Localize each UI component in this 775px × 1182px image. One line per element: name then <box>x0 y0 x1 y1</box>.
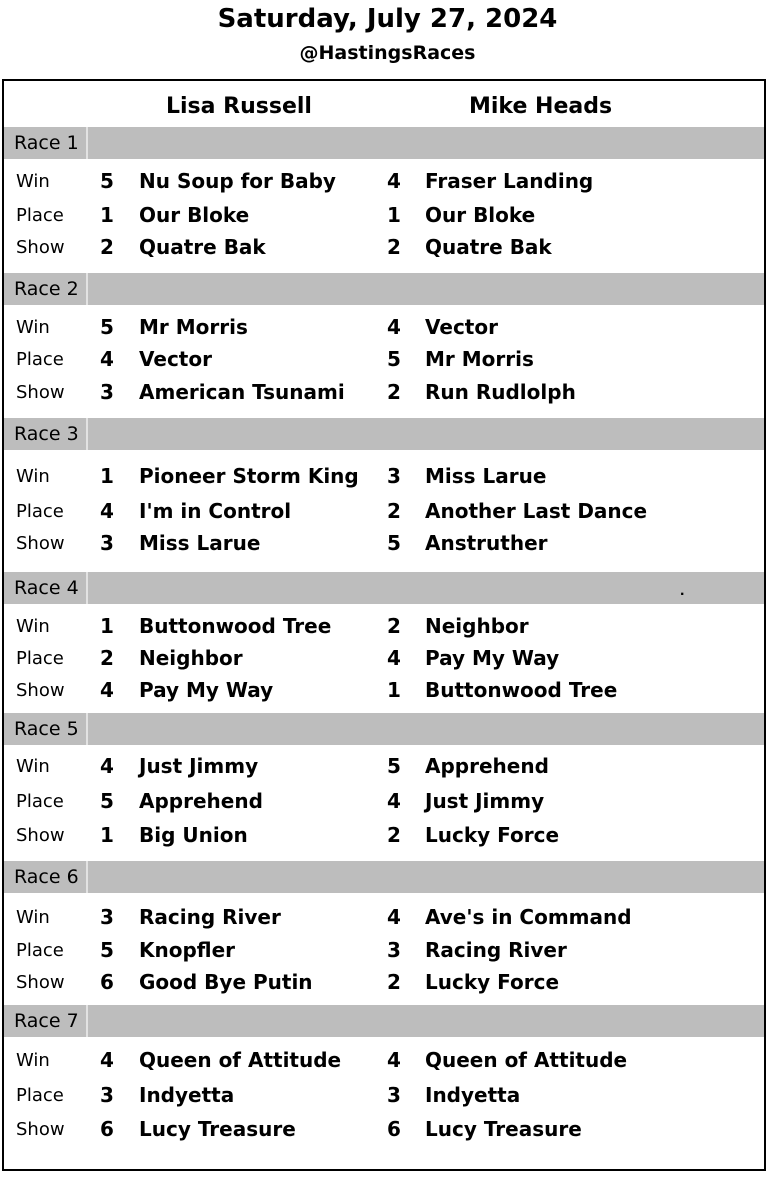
lisa-horse-name: Miss Larue <box>139 531 261 555</box>
finish-position: Show <box>16 237 65 258</box>
mike-horse-number: 6 <box>387 1117 401 1141</box>
table-row <box>4 495 764 525</box>
handicapper-name-mike: Mike Heads <box>469 94 613 119</box>
lisa-horse-name: I'm in Control <box>139 499 292 523</box>
finish-position: Win <box>16 466 50 487</box>
lisa-horse-name: Good Bye Putin <box>139 970 313 994</box>
mike-horse-name: Queen of Attitude <box>425 1048 628 1072</box>
mike-horse-number: 3 <box>387 938 401 962</box>
mike-horse-name: Lucky Force <box>425 823 560 847</box>
finish-position: Win <box>16 756 50 777</box>
mike-horse-number: 4 <box>387 905 401 929</box>
lisa-horse-name: Queen of Attitude <box>139 1048 342 1072</box>
lisa-horse-number: 4 <box>100 678 114 702</box>
race-label: Race 1 <box>4 127 88 159</box>
lisa-horse-number: 4 <box>100 754 114 778</box>
finish-position: Place <box>16 349 64 370</box>
lisa-horse-name: Apprehend <box>139 789 263 813</box>
race-header-bar <box>4 273 764 305</box>
mike-horse-name: Lucky Force <box>425 970 560 994</box>
mike-horse-number: 4 <box>387 1048 401 1072</box>
mike-horse-name: Just Jimmy <box>425 789 545 813</box>
lisa-horse-number: 1 <box>100 464 114 488</box>
table-row <box>4 934 764 964</box>
finish-position: Show <box>16 680 65 701</box>
mike-horse-name: Quatre Bak <box>425 235 552 259</box>
lisa-horse-number: 3 <box>100 531 114 555</box>
table-row <box>4 750 764 780</box>
mike-horse-name: Vector <box>425 315 498 339</box>
race-section <box>4 572 764 712</box>
mike-horse-name: Buttonwood Tree <box>425 678 618 702</box>
table-row <box>4 674 764 704</box>
race-section <box>4 127 764 267</box>
lisa-horse-number: 5 <box>100 938 114 962</box>
finish-position: Win <box>16 171 50 192</box>
mike-horse-name: Indyetta <box>425 1083 521 1107</box>
lisa-horse-number: 1 <box>100 823 114 847</box>
table-row <box>4 819 764 849</box>
mike-horse-name: Neighbor <box>425 614 529 638</box>
race-label: Race 7 <box>4 1005 88 1037</box>
table-row <box>4 165 764 195</box>
mike-horse-name: Lucy Treasure <box>425 1117 582 1141</box>
lisa-horse-number: 1 <box>100 614 114 638</box>
lisa-horse-name: Lucy Treasure <box>139 1117 296 1141</box>
race-header-bar <box>4 127 764 159</box>
finish-position: Place <box>16 791 64 812</box>
finish-position: Show <box>16 972 65 993</box>
finish-position: Place <box>16 648 64 669</box>
race-header-bar <box>4 713 764 745</box>
mike-horse-name: Mr Morris <box>425 347 534 371</box>
mike-horse-number: 2 <box>387 970 401 994</box>
page-subtitle: @HastingsRaces <box>299 42 476 64</box>
lisa-horse-name: Pay My Way <box>139 678 274 702</box>
mike-horse-number: 2 <box>387 235 401 259</box>
finish-position: Win <box>16 907 50 928</box>
mike-horse-number: 3 <box>387 1083 401 1107</box>
table-row <box>4 610 764 640</box>
mike-horse-name: Ave's in Command <box>425 905 632 929</box>
lisa-horse-number: 5 <box>100 169 114 193</box>
finish-position: Win <box>16 317 50 338</box>
picks-table <box>2 79 766 1171</box>
finish-position: Place <box>16 501 64 522</box>
race-header-bar <box>4 572 764 604</box>
race-label: Race 5 <box>4 713 88 745</box>
table-row <box>4 311 764 341</box>
race-note: . <box>680 582 685 599</box>
lisa-horse-number: 5 <box>100 315 114 339</box>
table-row <box>4 343 764 373</box>
lisa-horse-number: 3 <box>100 905 114 929</box>
finish-position: Place <box>16 1085 64 1106</box>
lisa-horse-name: Neighbor <box>139 646 243 670</box>
lisa-horse-name: Our Bloke <box>139 203 250 227</box>
lisa-horse-name: Mr Morris <box>139 315 248 339</box>
lisa-horse-number: 3 <box>100 380 114 404</box>
lisa-horse-name: Quatre Bak <box>139 235 266 259</box>
mike-horse-name: Anstruther <box>425 531 548 555</box>
finish-position: Place <box>16 940 64 961</box>
table-row <box>4 1044 764 1074</box>
race-section <box>4 273 764 413</box>
finish-position: Place <box>16 205 64 226</box>
table-row <box>4 966 764 996</box>
lisa-horse-number: 4 <box>100 1048 114 1072</box>
finish-position: Show <box>16 533 65 554</box>
mike-horse-number: 2 <box>387 614 401 638</box>
lisa-horse-number: 3 <box>100 1083 114 1107</box>
table-row <box>4 1079 764 1109</box>
table-row <box>4 199 764 229</box>
table-row <box>4 901 764 931</box>
mike-horse-number: 4 <box>387 789 401 813</box>
lisa-horse-name: Just Jimmy <box>139 754 259 778</box>
mike-horse-name: Pay My Way <box>425 646 560 670</box>
finish-position: Win <box>16 1050 50 1071</box>
race-section <box>4 713 764 853</box>
race-section <box>4 861 764 1001</box>
mike-horse-number: 3 <box>387 464 401 488</box>
table-row <box>4 231 764 261</box>
mike-horse-number: 5 <box>387 531 401 555</box>
finish-position: Show <box>16 825 65 846</box>
finish-position: Show <box>16 1119 65 1140</box>
lisa-horse-number: 6 <box>100 970 114 994</box>
lisa-horse-number: 4 <box>100 499 114 523</box>
race-header-bar <box>4 418 764 450</box>
lisa-horse-number: 6 <box>100 1117 114 1141</box>
page-title: Saturday, July 27, 2024 <box>217 4 558 34</box>
lisa-horse-name: Knopfler <box>139 938 236 962</box>
race-section <box>4 1005 764 1145</box>
mike-horse-name: Run Rudlolph <box>425 380 576 404</box>
lisa-horse-number: 4 <box>100 347 114 371</box>
mike-horse-name: Apprehend <box>425 754 549 778</box>
lisa-horse-name: Pioneer Storm King <box>139 464 359 488</box>
mike-horse-number: 2 <box>387 823 401 847</box>
lisa-horse-name: Indyetta <box>139 1083 235 1107</box>
handicapper-name-lisa: Lisa Russell <box>166 94 312 119</box>
mike-horse-number: 5 <box>387 347 401 371</box>
finish-position: Show <box>16 382 65 403</box>
mike-horse-name: Racing River <box>425 938 567 962</box>
mike-horse-name: Another Last Dance <box>425 499 648 523</box>
lisa-horse-number: 2 <box>100 646 114 670</box>
table-row <box>4 527 764 557</box>
mike-horse-name: Fraser Landing <box>425 169 594 193</box>
mike-horse-name: Miss Larue <box>425 464 547 488</box>
lisa-horse-name: Vector <box>139 347 212 371</box>
lisa-horse-name: Nu Soup for Baby <box>139 169 336 193</box>
lisa-horse-name: Buttonwood Tree <box>139 614 332 638</box>
lisa-horse-number: 1 <box>100 203 114 227</box>
mike-horse-number: 2 <box>387 499 401 523</box>
race-section <box>4 418 764 558</box>
mike-horse-number: 4 <box>387 169 401 193</box>
table-row <box>4 460 764 490</box>
mike-horse-number: 5 <box>387 754 401 778</box>
mike-horse-number: 1 <box>387 678 401 702</box>
lisa-horse-number: 2 <box>100 235 114 259</box>
race-label: Race 2 <box>4 273 88 305</box>
table-row <box>4 642 764 672</box>
table-row <box>4 1113 764 1143</box>
lisa-horse-name: Racing River <box>139 905 281 929</box>
lisa-horse-number: 5 <box>100 789 114 813</box>
finish-position: Win <box>16 616 50 637</box>
table-header <box>4 81 764 129</box>
mike-horse-number: 4 <box>387 646 401 670</box>
race-label: Race 4 <box>4 572 88 604</box>
lisa-horse-name: Big Union <box>139 823 248 847</box>
mike-horse-name: Our Bloke <box>425 203 536 227</box>
lisa-horse-name: American Tsunami <box>139 380 345 404</box>
mike-horse-number: 4 <box>387 315 401 339</box>
race-label: Race 6 <box>4 861 88 893</box>
mike-horse-number: 2 <box>387 380 401 404</box>
race-header-bar <box>4 1005 764 1037</box>
mike-horse-number: 1 <box>387 203 401 227</box>
race-label: Race 3 <box>4 418 88 450</box>
table-row <box>4 376 764 406</box>
table-row <box>4 785 764 815</box>
race-header-bar <box>4 861 764 893</box>
